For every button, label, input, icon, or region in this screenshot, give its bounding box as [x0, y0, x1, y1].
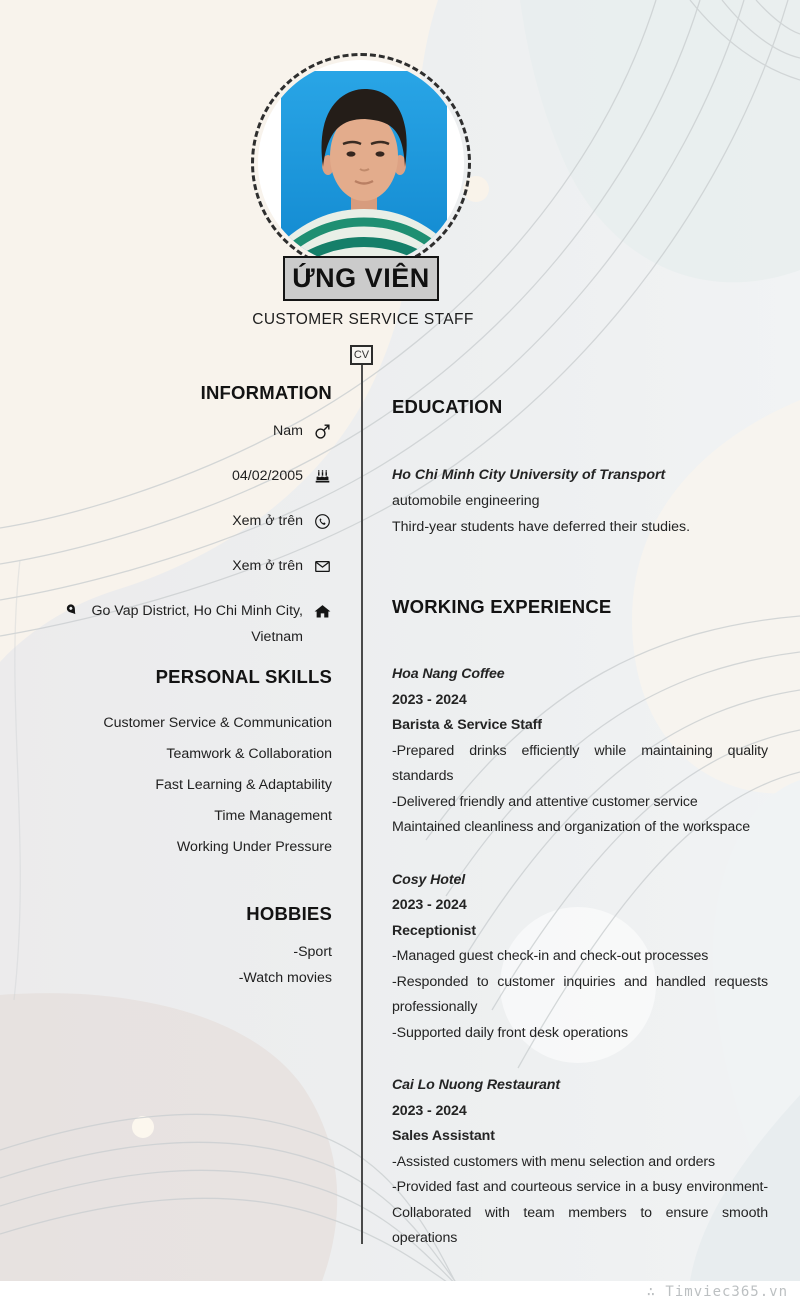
address-line-2: Vietnam [251, 629, 303, 645]
bullet: -Responded to customer inquiries and handled requests professionally [392, 973, 768, 1015]
experience-entry [392, 868, 768, 1047]
info-row-address [40, 598, 332, 650]
information-heading: INFORMATION [200, 382, 332, 403]
hobby-item: -Watch movies [238, 970, 332, 986]
info-row-email [40, 553, 332, 579]
hobbies-heading: HOBBIES [246, 903, 332, 924]
period: 2023 - 2024 [392, 1102, 467, 1119]
period: 2023 - 2024 [392, 691, 467, 708]
experience-entry [392, 1073, 768, 1252]
sidebar [40, 382, 332, 991]
site-watermark: ∴ Timviec365.vn [646, 1284, 788, 1300]
column-divider [361, 365, 363, 1244]
bullet: -Assisted customers with menu selection and orders [392, 1153, 716, 1170]
envelope-icon [313, 557, 332, 576]
company-name: Hoa Nang Coffee [392, 666, 505, 682]
profile-photo [281, 71, 447, 266]
hobby-item: -Sport [293, 944, 332, 960]
bullet: -Prepared drinks efficiently while maintaining quality standards [392, 742, 768, 784]
profile-photo-frame [251, 53, 471, 273]
bullet: -Managed guest check-in and check-out processes [392, 948, 709, 964]
candidate-name [283, 256, 439, 301]
skill-item: Customer Service & Communication [103, 715, 332, 731]
gender-value: Nam [273, 423, 303, 439]
skill-item: Time Management [214, 808, 332, 824]
major: automobile engineering [392, 493, 540, 509]
education-heading: EDUCATION [392, 396, 503, 417]
email-value: Xem ở trên [232, 558, 303, 574]
location-pin-icon [64, 602, 81, 619]
address-value [91, 598, 303, 650]
bullet: Maintained cleanliness and organization of the workspace [392, 819, 750, 835]
phone-value: Xem ở trên [232, 513, 303, 529]
skill-item: Fast Learning & Adaptability [155, 777, 332, 793]
education-note: Third-year students have deferred their studies. [392, 519, 691, 535]
birthday-cake-icon [313, 467, 332, 486]
info-row-birthday [40, 463, 332, 489]
phone-bubble-icon [313, 512, 332, 531]
profile-photo-clip [258, 60, 464, 266]
bullet: -Provided fast and courteous service in a busy environment-Collaborated with team members to ensure smooth operations [392, 1179, 768, 1246]
main-content [392, 396, 768, 1279]
bullet: -Supported daily front desk operations [392, 1024, 628, 1041]
skill-item: Working Under Pressure [176, 839, 332, 855]
company-name: Cai Lo Nuong Restaurant [392, 1077, 560, 1093]
personal-skills-heading: PERSONAL SKILLS [155, 666, 332, 687]
company-name: Cosy Hotel [392, 871, 466, 888]
role: Receptionist [392, 922, 476, 939]
birthday-value: 04/02/2005 [231, 468, 303, 484]
experience-entry [392, 662, 768, 841]
bullet: -Delivered friendly and attentive customer service [392, 793, 698, 810]
candidate-name-text: ỨNG VIÊN [292, 263, 430, 293]
role: Barista & Service Staff [392, 717, 542, 733]
role: Sales Assistant [392, 1128, 495, 1144]
info-row-phone [40, 508, 332, 534]
gender-male-icon [313, 422, 332, 441]
skill-item: Teamwork & Collaboration [166, 746, 332, 762]
cv-chip: CV [350, 345, 373, 365]
home-icon [313, 602, 332, 621]
experience-heading: WORKING EXPERIENCE [392, 596, 612, 617]
period: 2023 - 2024 [392, 897, 467, 913]
education-entry [392, 462, 768, 540]
job-title: CUSTOMER SERVICE STAFF [252, 311, 474, 328]
school-name: Ho Chi Minh City University of Transport [392, 467, 666, 483]
address-line-1: Go Vap District, Ho Chi Minh City, [91, 603, 303, 619]
info-row-gender [40, 418, 332, 444]
